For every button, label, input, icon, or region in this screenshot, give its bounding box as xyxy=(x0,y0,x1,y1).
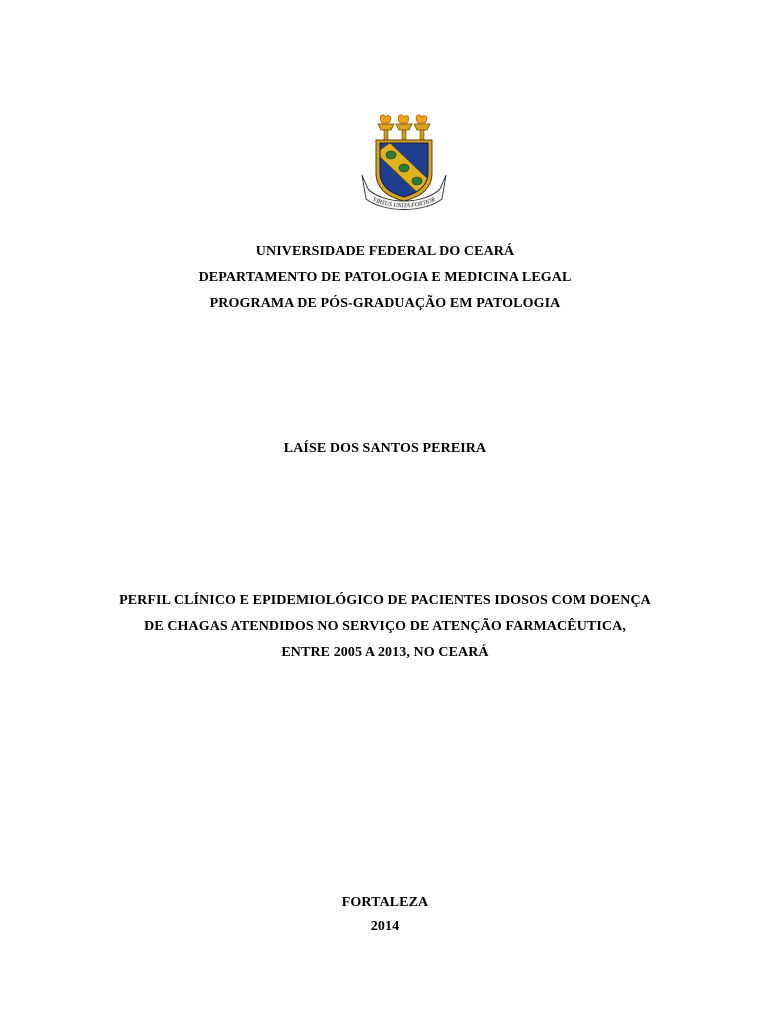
institution-header xyxy=(0,239,770,317)
ufc-coat-of-arms-icon xyxy=(358,113,450,217)
title-line-1: PERFIL CLÍNICO E EPIDEMIOLÓGICO DE PACIENTES IDOSOS COM DOENÇA xyxy=(119,593,651,608)
city-name: FORTALEZA xyxy=(341,895,429,910)
torch-right-icon xyxy=(414,115,430,140)
torch-center-icon xyxy=(396,115,412,140)
department-name: DEPARTAMENTO DE PATOLOGIA E MEDICINA LEGAL xyxy=(198,270,572,285)
author-section xyxy=(0,439,770,459)
publication-year: 2014 xyxy=(370,919,400,934)
program-name: PROGRAMA DE PÓS-GRADUAÇÃO EM PATOLOGIA xyxy=(209,296,561,311)
title-line-3: ENTRE 2005 A 2013, NO CEARÁ xyxy=(281,645,489,660)
university-name: UNIVERSIDADE FEDERAL DO CEARÁ xyxy=(255,244,515,259)
university-emblem xyxy=(358,113,450,217)
torch-left-icon xyxy=(378,115,394,140)
title-line-2: DE CHAGAS ATENDIDOS NO SERVIÇO DE ATENÇÃO FARMACÊUTICA, xyxy=(144,619,626,634)
author-name: LAÍSE DOS SANTOS PEREIRA xyxy=(283,441,487,456)
place-and-date xyxy=(0,891,770,939)
thesis-title xyxy=(0,588,770,666)
svg-text:VIRTUS UNITA FORTIOR: VIRTUS UNITA FORTIOR xyxy=(371,196,437,210)
